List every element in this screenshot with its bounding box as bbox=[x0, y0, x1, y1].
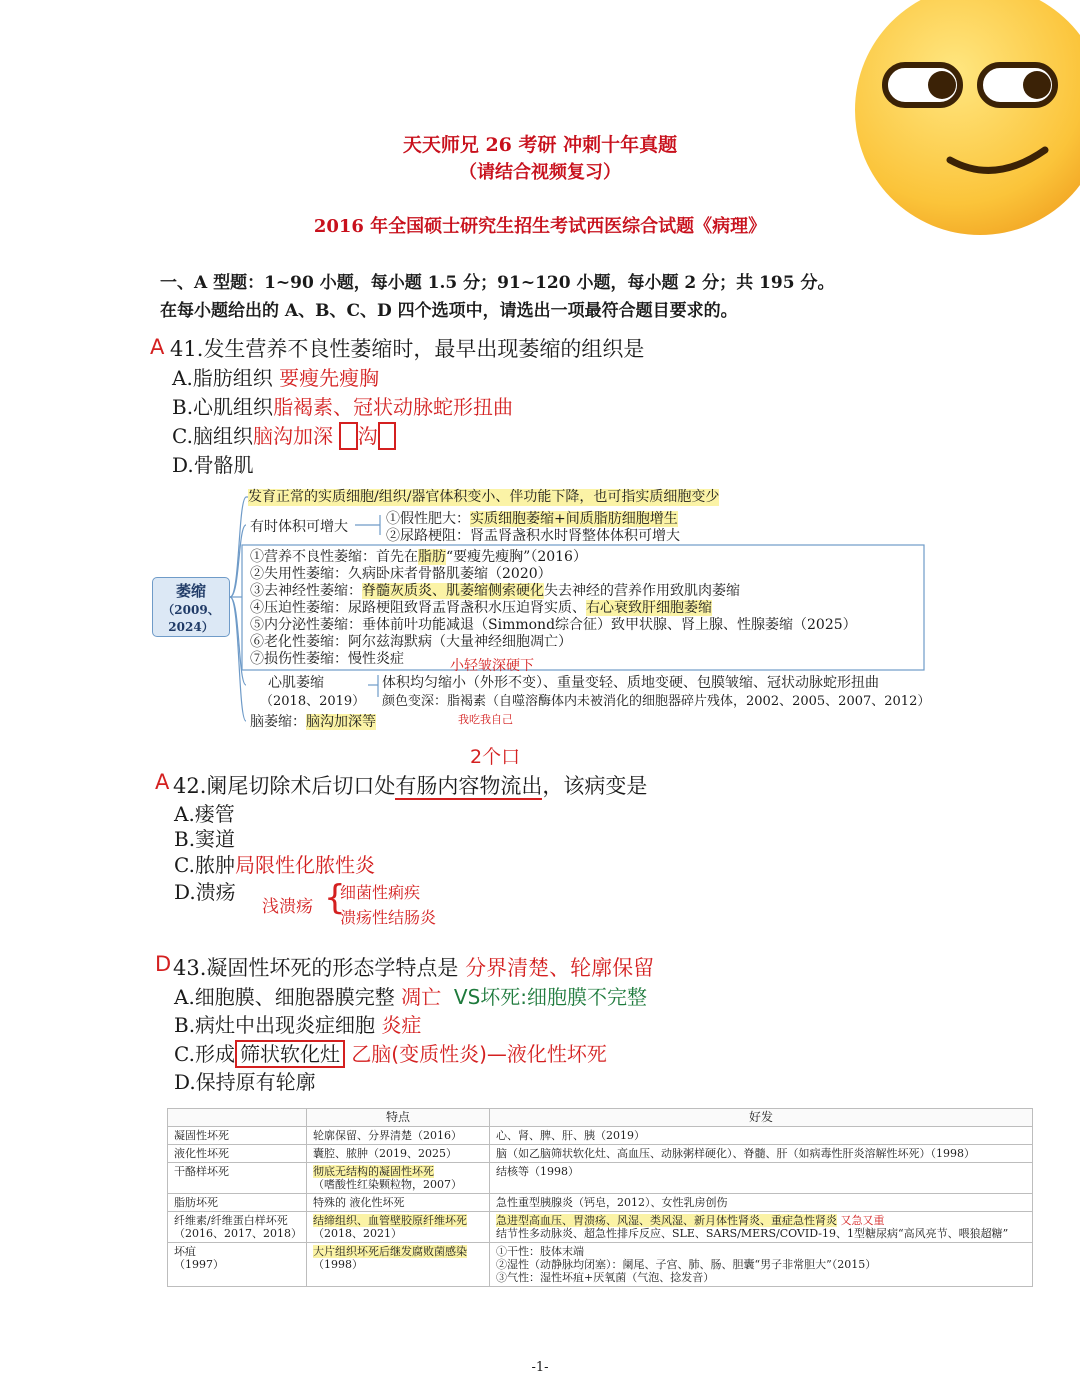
table-row: 液化性坏死 囊腔、脓肿（2019、2025） 脑（如乙脑筛状软化灶、高血压、动脉粥样硬化）、脊髓、肝（如病毒性肝炎溶解性坏死）（1998） bbox=[168, 1145, 1033, 1163]
q43-note-b: 炎症 bbox=[381, 1013, 422, 1037]
q43-answer: D bbox=[155, 952, 172, 976]
mindmap-definition: 发育正常的实质细胞/组织/器官体积变小、伴功能下降，也可指实质细胞变少 bbox=[248, 489, 720, 505]
q41-note-c2: 沟 bbox=[357, 424, 378, 448]
q43-option-a: A.细胞膜、细胞器膜完整 凋亡 VS坏死:细胞膜不完整 bbox=[174, 985, 648, 1009]
q41-note-c: 脑沟加深 bbox=[252, 424, 333, 448]
mindmap-root: 萎缩 （2009、 2024） bbox=[152, 577, 230, 637]
q43-note-a-red: 凋亡 bbox=[401, 985, 442, 1009]
q43-note-c: 乙脑(变质性炎)—液化性坏死 bbox=[351, 1042, 607, 1066]
q41-option-d: D.骨骼肌 bbox=[172, 453, 254, 477]
header-subtitle: （请结合视频复习） bbox=[459, 162, 621, 183]
mindmap-type-7: ⑦损伤性萎缩：慢性炎症 bbox=[250, 651, 404, 667]
q41-stem: 41.发生营养不良性萎缩时，最早出现萎缩的组织是 bbox=[170, 337, 645, 361]
table-row: 凝固性坏死 轮廓保留、分界清楚（2016） 心、肾、脾、肝、胰（2019） bbox=[168, 1127, 1033, 1145]
mindmap-enlarge-1: ①假性肥大：实质细胞萎缩+间质脂肪细胞增生 bbox=[386, 511, 678, 527]
q42-option-d: D.溃疡 bbox=[174, 880, 236, 904]
q42-annotation: 2个口 bbox=[470, 746, 521, 768]
q41-answer: A bbox=[150, 335, 165, 359]
exam-title: 2016 年全国硕士研究生招生考试西医综合试题《病理》 bbox=[313, 216, 767, 237]
mindmap-handnote-1: 小轻皱深硬下 bbox=[450, 658, 534, 674]
q42-note-c: 局限性化脓性炎 bbox=[234, 853, 375, 877]
q43-stem: 43.凝固性坏死的形态学特点是 分界清楚、轮廓保留 bbox=[173, 956, 655, 980]
mindmap-heart-line-2: 颜色变深：脂褐素（自噬溶酶体内未被消化的细胞器碎片残体，2002、2005、2007、2012） bbox=[382, 694, 931, 709]
q41-note-a: 要瘦先瘦胸 bbox=[279, 366, 380, 390]
q43-note-a-green: VS坏死:细胞膜不完整 bbox=[453, 985, 648, 1009]
q42-stem: 42.阑尾切除术后切口处有肠内容物流出，该病变是 bbox=[173, 774, 648, 798]
q42-note-d-label: 浅溃疡 bbox=[262, 897, 313, 917]
mindmap-handnote-2: 我吃我自己 bbox=[458, 713, 513, 726]
table-row: 坏疽 （1997） 大片组织坏死后继发腐败菌感染 （1998） ①干性：肢体末端 ②湿性（动静脉均闭塞）：阑尾、子宫、肺、肠、胆囊“男子非常胆大”（2015） ③气性：湿性坏疽+厌氧菌（气泡、捻发音） bbox=[168, 1243, 1033, 1287]
q42-option-b: B.窦道 bbox=[174, 827, 236, 851]
q41-option-a: A.脂肪组织 要瘦先瘦胸 bbox=[172, 366, 380, 390]
q41-option-c: C.脑组织脑沟加深 沟 bbox=[172, 420, 396, 449]
q42-option-c: C.脓肿局限性化脓性炎 bbox=[174, 853, 375, 877]
instructions-line2: 在每小题给出的 A、B、C、D 四个选项中，请选出一项最符合题目要求的。 bbox=[160, 301, 738, 321]
table-note-urgent: 又急又重 bbox=[840, 1214, 885, 1227]
mindmap-enlarge-label: 有时体积可增大 bbox=[250, 519, 348, 535]
mindmap-heart-line-1: 体积均匀缩小（外形不变）、重量变轻、质地变硬、包膜皱缩、冠状动脉蛇形扭曲 bbox=[382, 675, 879, 691]
q42-answer: A bbox=[155, 770, 170, 794]
q43-option-c: C.形成 筛状软化灶 乙脑(变质性炎)—液化性坏死 bbox=[174, 1042, 607, 1066]
mindmap-type-6: ⑥老化性萎缩：阿尔兹海默病（大量神经细胞凋亡） bbox=[250, 634, 572, 650]
mindmap-type-2: ②失用性萎缩：久病卧床者骨骼肌萎缩（2020） bbox=[250, 566, 552, 582]
table-header-row: 特点 好发 bbox=[168, 1109, 1033, 1127]
mindmap-type-1: ①营养不良性萎缩：首先在脂肪“要瘦先瘦胸”（2016） bbox=[250, 549, 587, 565]
necrosis-table bbox=[167, 1108, 1033, 1287]
table-row: 脂肪坏死 特殊的 液化性坏死 急性重型胰腺炎（钙皂，2012）、女性乳房创伤 bbox=[168, 1194, 1033, 1212]
page-number: -1- bbox=[531, 1360, 549, 1375]
q41-note-b: 脂褐素、冠状动脉蛇形扭曲 bbox=[273, 395, 514, 419]
mindmap-type-3: ③去神经性萎缩：脊髓灰质炎、肌萎缩侧索硬化失去神经的营养作用致肌肉萎缩 bbox=[250, 583, 740, 599]
mindmap bbox=[150, 485, 1030, 735]
mindmap-type-4: ④压迫性萎缩：尿路梗阻致肾盂肾盏积水压迫肾实质、右心衰致肝细胞萎缩 bbox=[250, 600, 712, 616]
q42-note-d2: 溃疡性结肠炎 bbox=[340, 908, 437, 927]
q42-option-a: A.瘘管 bbox=[174, 802, 235, 826]
table-row: 干酪样坏死 彻底无结构的凝固性坏死 （嗜酸性红染颗粒物，2007） 结核等（1998） bbox=[168, 1163, 1033, 1194]
table-row: 纤维素/纤维蛋白样坏死 （2016、2017、2018） 结缔组织、血管壁胶原纤维坏死 （2018、2021） 急进型高血压、胃溃疡、风湿、类风湿、新月体性肾炎、重症急性肾炎 又急又重 结节性多动脉炎、超急性排斥反应、SLE、SARS/MERS/COVID-19、1型糖尿病“高风亮节、喂狼超糖” bbox=[168, 1212, 1033, 1243]
mindmap-type-5: ⑤内分泌性萎缩：垂体前叶功能减退（Simmond综合征）致甲状腺、肾上腺、性腺萎缩（2025） bbox=[250, 617, 857, 633]
q41-option-b: B.心肌组织脂褐素、冠状动脉蛇形扭曲 bbox=[172, 395, 514, 419]
header-title: 天天师兄 26 考研 冲刺十年真题 bbox=[402, 134, 678, 156]
mindmap-heart-label: 心肌萎缩 bbox=[268, 675, 324, 691]
q43-option-c-box: 筛状软化灶 bbox=[235, 1040, 345, 1068]
q43-option-b: B.病灶中出现炎症细胞 炎症 bbox=[174, 1013, 422, 1037]
q43-option-d: D.保持原有轮廓 bbox=[174, 1070, 316, 1094]
mindmap-brain: 脑萎缩：脑沟加深等 bbox=[250, 714, 376, 730]
q42-brace: { bbox=[324, 878, 346, 918]
mindmap-heart-years: （2018、2019） bbox=[260, 694, 366, 709]
instructions-line1: 一、A 型题：1~90 小题，每小题 1.5 分；91~120 小题，每小题 2 分；共 195 分。 bbox=[160, 273, 835, 293]
q42-note-d1: 细菌性痢疾 bbox=[340, 883, 421, 902]
mindmap-enlarge-2: ②尿路梗阻：肾盂肾盏积水时肾整体体积可增大 bbox=[386, 528, 680, 544]
